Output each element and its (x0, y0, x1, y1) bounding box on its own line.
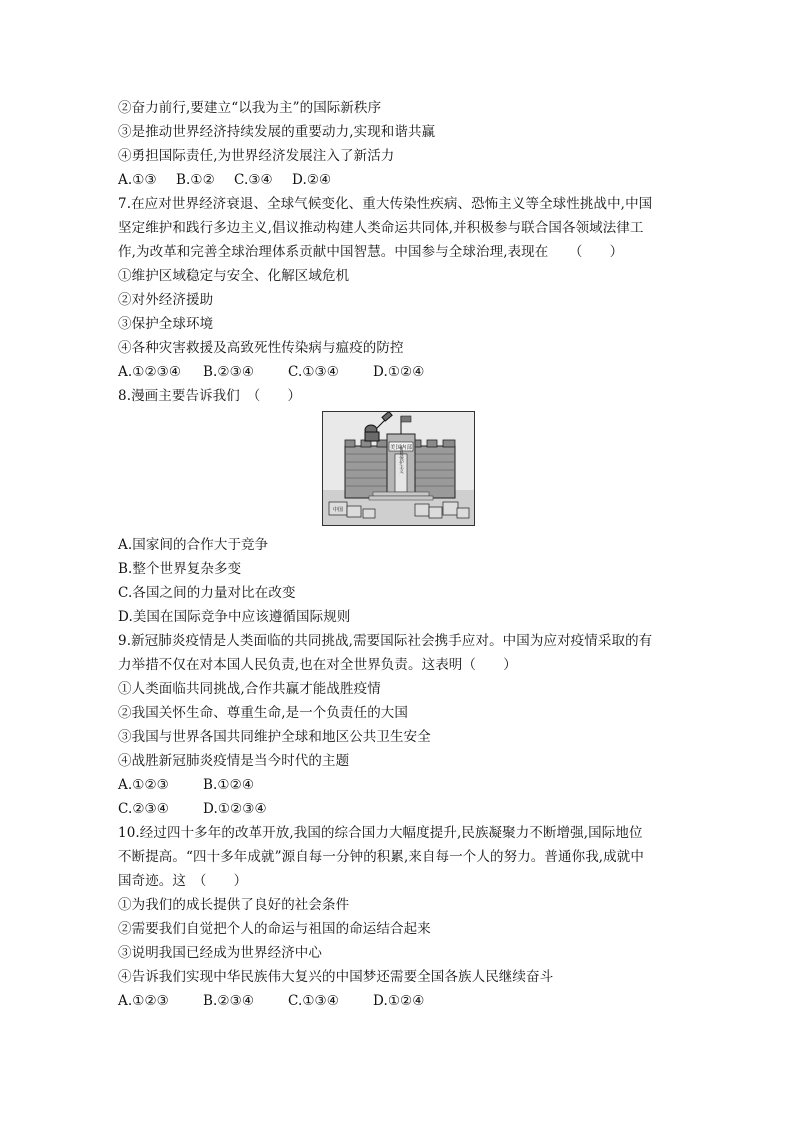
q8-cartoon-image (322, 411, 475, 526)
q7-option-d[interactable]: D.①②④ (373, 364, 425, 380)
cartoon-banner-text: 贸易保护主义 (398, 446, 404, 474)
q9-option-c[interactable]: C.②③④ (118, 801, 169, 817)
q10-stem-line-1: 10.经过四十多年的改革开放,我国的综合国力大幅度提升,民族凝聚力不断增强,国际地位 (118, 825, 643, 841)
q7-option-c[interactable]: C.①③④ (288, 364, 339, 380)
q6-statement-3: ③是推动世界经济持续发展的重要动力,实现和谐共赢 (118, 124, 436, 140)
q10-option-b[interactable]: B.②③④ (203, 993, 255, 1009)
q6-option-d[interactable]: D.②④ (292, 172, 332, 188)
q8-option-c[interactable]: C.各国之间的力量对比在改变 (118, 585, 296, 601)
q7-stem-line-1: 7.在应对世界经济衰退、全球气候变化、重大传染性疾病、恐怖主义等全球性挑战中,中国 (118, 196, 653, 212)
cartoon-box-text: 中国 (332, 507, 344, 513)
q8-option-d[interactable]: D.美国在国际竞争中应该遵循国际规则 (118, 609, 351, 625)
q10-stem-line-3: 国奇迹。这 （ ） (118, 873, 248, 889)
q10-option-d[interactable]: D.①②④ (373, 993, 425, 1009)
q9-option-d[interactable]: D.①②③④ (203, 801, 267, 817)
q6-statement-2: ②奋力前行,要建立“以我为主”的国际新秩序 (118, 100, 382, 116)
q10-option-a[interactable]: A.①②③ (118, 993, 169, 1009)
q9-statement-2: ②我国关怀生命、尊重生命,是一个负责任的大国 (118, 705, 408, 721)
q7-statement-1: ①维护区域稳定与安全、化解区域危机 (118, 268, 350, 284)
q9-option-b[interactable]: B.①②④ (203, 777, 255, 793)
q9-stem-line-1: 9.新冠肺炎疫情是人类面临的共同挑战,需要国际社会携手应对。中国为应对疫情采取的有 (118, 633, 653, 649)
q6-option-c[interactable]: C.③④ (234, 172, 273, 188)
q7-statement-3: ③保护全球环境 (118, 316, 214, 332)
q7-stem-line-3: 作,为改革和完善全球治理体系贡献中国智慧。中国参与全球治理,表现在 （ ） (118, 244, 624, 260)
q10-statement-1: ①为我们的成长提供了良好的社会条件 (118, 897, 350, 913)
q6-options (118, 172, 331, 188)
q9-options-ab (118, 777, 254, 793)
q9-stem-line-2: 力举措不仅在对本国人民负责,也在对全世界负责。这表明（ ） (118, 657, 517, 673)
q7-option-b[interactable]: B.②③④ (203, 364, 255, 380)
q9-options-cd (118, 801, 267, 817)
q7-statement-4: ④各种灾害救援及高致死性传染病与瘟疫的防控 (118, 340, 404, 356)
q7-option-a[interactable]: A.①②③④ (118, 364, 182, 380)
q10-stem-line-2: 不断提高。“四十多年成就”源自每一分钟的积累,来自每一个人的努力。普通你我,成就中 (118, 849, 644, 865)
q7-statement-2: ②对外经济援助 (118, 292, 214, 308)
q7-stem-line-2: 坚定维护和践行多边主义,倡议推动构建人类命运共同体,并积极参与联合国各领域法律工 (118, 220, 644, 236)
q10-statement-3: ③说明我国已经成为世界经济中心 (118, 945, 322, 961)
q10-options (118, 993, 424, 1009)
q6-statement-4: ④勇担国际责任,为世界经济发展注入了新活力 (118, 148, 395, 164)
q9-statement-3: ③我国与世界各国共同维护全球和地区公共卫生安全 (118, 729, 431, 745)
q6-option-a[interactable]: A.①③ (118, 172, 157, 188)
q7-options (118, 364, 424, 380)
q9-statement-1: ①人类面临共同挑战,合作共赢才能战胜疫情 (118, 681, 381, 697)
q10-option-c[interactable]: C.①③④ (288, 993, 339, 1009)
q9-option-a[interactable]: A.①②③ (118, 777, 169, 793)
q6-option-b[interactable]: B.①② (176, 172, 215, 188)
q8-option-b[interactable]: B.整个世界复杂多变 (118, 561, 242, 577)
q9-statement-4: ④战胜新冠肺炎疫情是当今时代的主题 (118, 753, 350, 769)
q10-statement-4: ④告诉我们实现中华民族伟大复兴的中国梦还需要全国各族人民继续奋斗 (118, 969, 554, 985)
cartoon-sign-text: 美国内部 (389, 445, 413, 451)
q10-statement-2: ②需要我们自觉把个人的命运与祖国的命运结合起来 (118, 921, 431, 937)
q8-stem: 8.漫画主要告诉我们 （ ） (118, 388, 302, 404)
q8-option-a[interactable]: A.国家间的合作大于竞争 (118, 537, 269, 553)
